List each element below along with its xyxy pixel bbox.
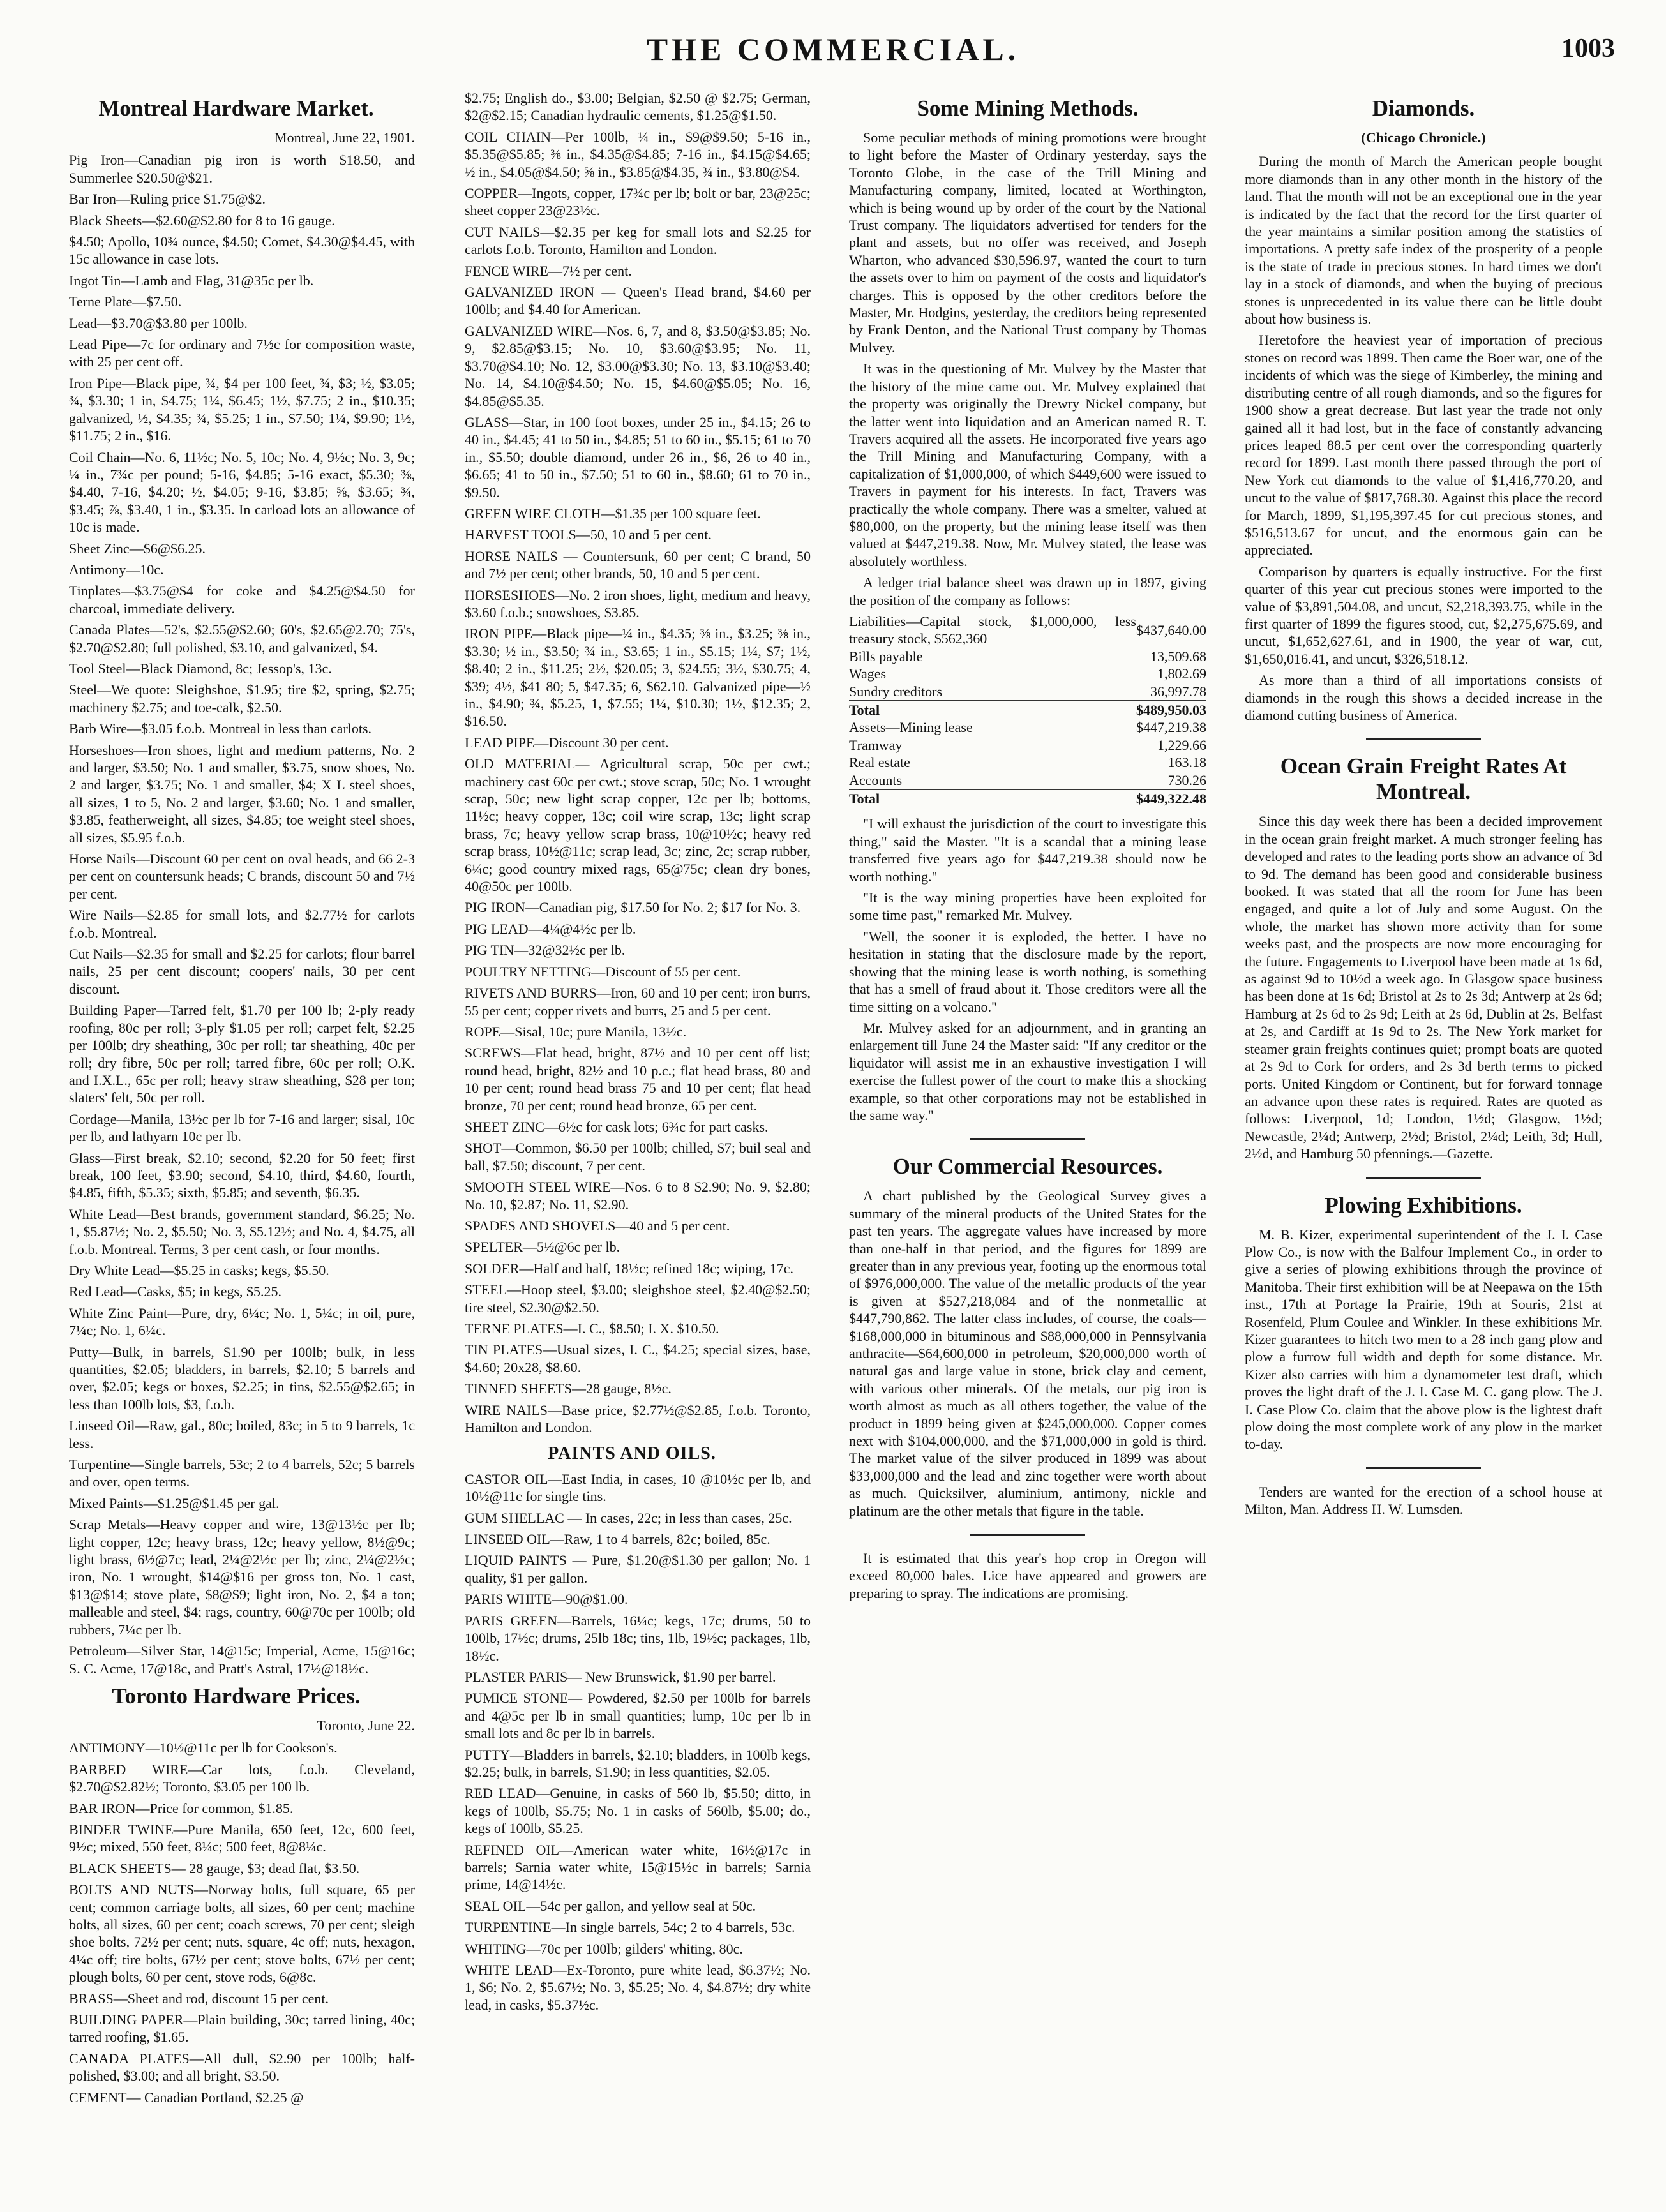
paragraph: SHOT—Common, $6.50 per 100lb; chilled, $7; buil seal and ball, $7.50; discount, 7 per cent. (465, 1140, 811, 1174)
ledger-label: Tramway (849, 736, 903, 753)
ledger-row (849, 719, 1206, 736)
paragraph: POULTRY NETTING—Discount of 55 per cent. (465, 963, 741, 980)
paragraph: REFINED OIL—American water white, 16½@17c in barrels; Sarnia water white, 15@15½c in barrels; Sarnia prime, 14@14½c. (465, 1841, 811, 1893)
paragraph: HORSESHOES—No. 2 iron shoes, light, medium and heavy, $3.60 f.o.b.; snowshoes, $3.85. (465, 587, 811, 620)
mining-article-body-continued (849, 815, 1206, 1124)
paragraph: "Well, the sooner it is exploded, the better. I have no hesitation in stating that the disclosure made by the report, showing that the mining lease is worth nothing, is something that has a smell of fraud about it. Those creditors were all the time sitting on a volcano." (849, 928, 1206, 1015)
paragraph: COIL CHAIN—Per 100lb, ¼ in., $9@$9.50; 5-16 in., $5.35@$5.85; ⅜ in., $4.35@$4.85; 7-16 in., $4.15@$4.65; ½ in., $4.05@$4.50; ⅝ in., $3.85@$4.35, ¾ in., $3.80@$4. (465, 128, 811, 180)
paragraph: TIN PLATES—Usual sizes, I. C., $4.25; special sizes, base, $4.60; 20x28, $8.60. (465, 1341, 811, 1375)
paragraph: Cut Nails—$2.35 for small and $2.25 for carlots; flour barrel nails, 25 per cent discount; coopers' nails, 30 per cent discount. (69, 946, 415, 997)
article-heading-montreal-hardware: Montreal Hardware Market. (98, 96, 374, 121)
paragraph: Since this day week there has been a decided improvement in the ocean grain freight market. A much stronger feeling has developed and rates to the leading ports show an advance of 3d to 9d. The demand has been good and considerable business booked. It was stated that all the room for June has been engaged, and quite a lot of July and some August. On the whole, the market has shown more activity than for some weeks past, and the prospects are now more encouraging for the future. Engagements to Liverpool have been made at 1s 6d, as against 9d to 10½d a week ago. In Glasgow space business has been done at 1s 6d; Bristol at 2s to 2s 3d; Antwerp at 2s 6d; Hamburg at 2s 6d to 2s 9d; Leith at 2s 6d, Dublin at 2s, Belfast at 2s, and Cardiff at 1s 9d to 2s. The New York market for steamer grain freights continues quiet; prompt boats are quoted at 2s 9d to Cork for orders, and 2s 3d berth terms to picked ports. United Kingdom or Continent, but for forward tonnage an advance upon these rates is required. Rates are quoted as follows: Liverpool, 1d; London, 1½d; Glasgow, 1½d; Newcastle, 2¼d; Antwerp, 2½d; Bristol, 2¼d; Leith, 3d; Hull, 2½d, and Hamburg 50 pfennings.—Gazette. (1245, 813, 1602, 1162)
freight-article-body (1245, 812, 1602, 1162)
paragraph: It is estimated that this year's hop crop in Oregon will exceed 80,000 bales. Lice have appeared and growers are preparing to spray. The indications are promising. (849, 1550, 1206, 1601)
paragraph: It was in the questioning of Mr. Mulvey by the Master that the history of the mine came out. Mr. Mulvey explained that the property was originally the Drewry Nickel company, but the latter went into liquidation and an American named R. T. Travers acquired all the assets. He incorporated five years ago the Trill Mining and Manufacturing Company, with a capitalization of $1,000,000, of which $449,600 were issued to Travers in payment for his interests. In fact, Travers was practically the whole company. There was a smelter, valued at $80,000, on the property, but the mining lease itself was then valued at $447,219.38. Now, Mr. Mulvey stated, the lease was absolutely worthless. (849, 361, 1206, 569)
ledger-value: 1,229.66 (1157, 736, 1206, 753)
ledger-total-label: Total (849, 701, 1136, 719)
paragraph: Building Paper—Tarred felt, $1.70 per 100 lb; 2-ply ready roofing, 80c per roll; 3-ply $1.05 per roll; carpet felt, $2.25 per 100lb; dry sheathing, 30c per roll; tar sheathing, 40c per roll; dry fibre, 50c per roll; tarred fibre, 60c per roll; O.K. and I.X.L., 65c per roll; heavy straw sheathing, $28 per ton; slaters' felt, 50c per roll. (69, 1002, 415, 1106)
paragraph: Pig Iron—Canadian pig iron is worth $18.50, and Summerlee $20.50@$21. (69, 152, 415, 186)
paragraph: A ledger trial balance sheet was drawn up in 1897, giving the position of the company as follows: (849, 574, 1206, 608)
paints-oils-list (453, 1470, 811, 2014)
paragraph: BINDER TWINE—Pure Manila, 650 feet, 12c, 600 feet, 9½c; mixed, 550 feet, 8¼c; 500 feet, 8@8¼c. (69, 1821, 415, 1855)
ledger-row (849, 754, 1206, 771)
paragraph: A chart published by the Geological Survey gives a summary of the mineral products of the United States for the past ten years. The aggregate values have increased by more than one-half in that period, and the figures for 1899 are greater than in any previous year, footing up the enormous total of $976,000,000. The value of the metallic products of the year is given at $527,218,084 and of the nonmetallic at $447,790,862. The latter class includes, of course, the coals—$168,000,000 in bituminous and $88,000,000 in Pennsylvania anthracite—$64,600,000 in petroleum, $20,000,000 worth of natural gas and large value in stone, brick clay and cement, with various other minerals. Of the metals, our pig iron is worth almost as much as all others together, the value of the product in 1899 being given at $245,000,000. Copper comes next with $104,000,000, and the $71,000,000 in gold is third. The market value of the silver produced in 1899 was about $33,000,000 and the lead and zinc together were worth about as much. Quicksilver, aluminium, antimony, nickle and platinum are the other metals that figure in the table. (849, 1188, 1206, 1519)
section-heading-paints-oils: PAINTS AND OILS. (548, 1444, 716, 1464)
ledger-value: 36,997.78 (1150, 683, 1206, 699)
paragraph: Lead—$3.70@$3.80 per 100lb. (69, 315, 248, 331)
masthead (0, 31, 1666, 82)
paragraph: Comparison by quarters is equally instructive. For the first quarter of this year cut precious stones were imported to the value of $3,891,504.08, and uncut, $2,218,393.75, while in the first quarter of 1899 the figures stood, cut, $2,275,675.69, and uncut, $1,652,627.61, and in 1900, the year of war, cut, $1,650,016.41, and uncut, $326,518.12. (1245, 563, 1602, 667)
paragraph: LEAD PIPE—Discount 30 per cent. (465, 734, 669, 751)
paragraph: BLACK SHEETS— 28 gauge, $3; dead flat, $3.50. (69, 1860, 360, 1876)
paragraph: Turpentine—Single barrels, 53c; 2 to 4 barrels, 52c; 5 barrels and over, open terms. (69, 1456, 415, 1490)
paragraph: Horseshoes—Iron shoes, light and medium patterns, No. 2 and larger, $3.50; No. 1 and smaller, $3.75, snow shoes, No. 2 and larger, $3.75; No. 1 and smaller, $4; X L steel shoes, all sizes, 1 to 5, No. 2 and larger, $3.60; No. 1 and smaller, $3.85, featherweight, all sizes, $4.85; toe weight steel shoes, all sizes, $5.95 f.o.b. (69, 742, 415, 846)
paragraph: Coil Chain—No. 6, 11½c; No. 5, 10c; No. 4, 9½c; No. 3, 9c; ¼ in., 7¾c per pound; 5-16, $4.85; 5-16 exact, $5.30; ⅜, $4.40, 7-16, $4.20; ½, $4.05; 9-16, $3.85; ⅝, $3.65; ¾, $3.45; ⅞, $3.40, 1 in., $3.35. In carload lots an allowance of 10c is made. (69, 449, 415, 535)
ledger-row (849, 772, 1206, 789)
paragraph: Tool Steel—Black Diamond, 8c; Jessop's, 13c. (69, 660, 332, 676)
paragraph: IRON PIPE—Black pipe—¼ in., $4.35; ⅜ in., $3.25; ⅜ in., $3.30; ½ in., $3.50; ¾ in., $3.65; 1 in., $5.15; 1¼, $7; 1½, $8.40; 2 in., $11.25; 2½, $20.05; 3, $24.55; 3½, $30.75; 4, $39; 4½, $41 80; 5, $47.35; 6, $62.10. Galvanized pipe—½ in., $4.90; ¾, $5.25, 1, $7.55; 1¼, $10.30; 1½, $12.35; 2, $16.50. (465, 625, 811, 729)
page-number: 1003 (1561, 34, 1615, 63)
paragraph: CUT NAILS—$2.35 per keg for small lots and $2.25 for carlots f.o.b. Toronto, Hamilton and London. (465, 223, 811, 258)
paragraph: HORSE NAILS — Countersunk, 60 per cent; C brand, 50 and 7½ per cent; other brands, 50, 10 and 5 per cent. (465, 548, 811, 582)
paragraph: LINSEED OIL—Raw, 1 to 4 barrels, 82c; boiled, 85c. (465, 1531, 770, 1548)
paragraph: Mr. Mulvey asked for an adjournment, and in granting an enlargement till June 24 the Master said: "If any creditor or the liquidator will assist me in an exhaustive investigation I will exercise the fullest power of the court to make this a shocking example, so that other corporations may not be established in the same way." (849, 1019, 1206, 1123)
paragraph: OLD MATERIAL— Agricultural scrap, 50c per cwt.; machinery cast 60c per cwt.; stove scrap, 50c; No. 1 wrought scrap, 50c; new light scrap copper, 12c per lb; bottoms, 11½c; heavy copper, 13c; coil wire scrap, 13c; light scrap brass, 7c; heavy yellow scrap brass, 10@10½c; heavy red scrap brass, 10½@11c; scrap lead, 3c; zinc, 2c; scrap rubber, 6¼c; good country mixed rags, 65@75c; clean dry bones, 40@50c per 100lb. (465, 756, 811, 895)
paragraph: ROPE—Sisal, 10c; pure Manila, 13½c. (465, 1023, 687, 1040)
paragraph: BAR IRON—Price for common, $1.85. (69, 1800, 294, 1816)
divider (1366, 738, 1481, 740)
paragraph: CEMENT— Canadian Portland, $2.25 @ (69, 2089, 304, 2105)
paragraph: STEEL—Hoop steel, $3.00; sleighshoe steel, $2.40@$2.50; tire steel, $2.30@$2.50. (465, 1282, 811, 1315)
ledger-label: Accounts (849, 772, 903, 788)
paragraph: BRASS—Sheet and rod, discount 15 per cent. (69, 1990, 329, 2006)
paragraph: SMOOTH STEEL WIRE—Nos. 6 to 8 $2.90; No. 9, $2.80; No. 10, $2.87; No. 11, $2.90. (465, 1179, 811, 1213)
ledger-assets (849, 719, 1206, 789)
paragraph: Wire Nails—$2.85 for small lots, and $2.77½ for carlots f.o.b. Montreal. (69, 907, 415, 941)
paragraph: WHITING—70c per 100lb; gilders' whiting, 80c. (465, 1940, 743, 1957)
paragraph: $4.50; Apollo, 10¾ ounce, $4.50; Comet, $4.30@$4.45, with 15c allowance in case lots. (69, 234, 415, 267)
paragraph: GALVANIZED IRON — Queen's Head brand, $4.60 per 100lb; and $4.40 for American. (465, 284, 811, 318)
paragraph: BARBED WIRE—Car lots, f.o.b. Cleveland, $2.70@$2.82½; Toronto, $3.05 per 100 lb. (69, 1761, 415, 1795)
paragraph: PIG TIN—32@32½c per lb. (465, 942, 626, 959)
column-3 (849, 89, 1206, 2189)
paragraph: GLASS—Star, in 100 foot boxes, under 25 in., $4.15; 26 to 40 in., $4.45; 41 to 50 in., $4.85; 51 to 60 in., $5.15; 61 to 70 in., $5.50; double diamond, under 26 in., $6, 26 to 40 in., $6.65; 41 to 50 in., $7.50; 51 to 60 in., $8.60; 61 to 70 in., $9.50. (465, 414, 811, 500)
column-1 (57, 89, 415, 2189)
paragraph: Ingot Tin—Lamb and Flag, 31@35c per lb. (69, 272, 314, 288)
paragraph: SHEET ZINC—6½c for cask lots; 6¾c for part casks. (465, 1118, 769, 1135)
ledger-total-row (849, 701, 1206, 719)
paragraph: Lead Pipe—7c for ordinary and 7½c for composition waste, with 25 per cent off. (69, 336, 415, 370)
paragraph: White Lead—Best brands, government standard, $6.25; No. 1, $5.87½; No. 2, $5.50; No. 3, $5.12½; and No. 4, $4.75, all f.o.b. Montreal. Terms, 3 per cent cash, or four months. (69, 1206, 415, 1257)
toronto-price-list (57, 1739, 415, 2106)
paragraph: GREEN WIRE CLOTH—$1.35 per 100 square feet. (465, 505, 761, 521)
paragraph: FENCE WIRE—7½ per cent. (465, 262, 632, 279)
paragraph: SCREWS—Flat head, bright, 87½ and 10 per cent off list; round head, bright, 82½ and 10 p.c.; flat head brass, 80 and 10 per cent; round head brass 75 and 10 per cent; flat head bronze, 70 per cent; round head bronze, 65 per cent. (465, 1045, 811, 1114)
toronto-price-list-continued (453, 89, 811, 1436)
paragraph: Horse Nails—Discount 60 per cent on oval heads, and 66 2-3 per cent on countersunk heads; C brands, discount 50 and 7½ per cent. (69, 851, 415, 902)
ledger-value: $447,219.38 (1136, 719, 1206, 736)
paragraph: ANTIMONY—10½@11c per lb for Cookson's. (69, 1740, 338, 1756)
paragraph: Black Sheets—$2.60@$2.80 for 8 to 16 gauge. (69, 212, 335, 228)
paragraph: White Zinc Paint—Pure, dry, 6¼c; No. 1, 5¼c; in oil, pure, 7¼c; No. 1, 6¼c. (69, 1304, 415, 1339)
paragraph: Antimony—10c. (69, 561, 164, 578)
column-4 (1245, 89, 1602, 2189)
ledger-label: Wages (849, 666, 887, 682)
montreal-price-list (57, 151, 415, 1677)
paragraph: TERNE PLATES—I. C., $8.50; I. X. $10.50. (465, 1320, 719, 1336)
paragraph: PARIS GREEN—Barrels, 16¼c; kegs, 17c; drums, 50 to 100lb, 17½c; drums, 25lb 18c; tins, 1lb, 19½c; packages, 1lb, 18½c. (465, 1612, 811, 1664)
paragraph: "I will exhaust the jurisdiction of the court to investigate this thing," said the Master. "It is a scandal that a mining lease transferred five years ago for $447,219.38 should now be worth nothing." (849, 816, 1206, 885)
paragraph: Heretofore the heaviest year of importation of precious stones on record was 1899. Then came the Boer war, one of the incidents of which was the siege of Kimberley, the mining and distributing centre of all rough diamonds, and so the figures for 1900 show a great decrease. But last year the trade not only gained all it had lost, but in the face of constantly advancing prices leaped 88.5 per cent over the corresponding quarterly record for 1899. Last month there passed through the port of New York cut diamonds to the value of $1,416,770.20, and uncut to the value of $817,768.30. Against this place the record for March, 1899, $1,195,397.45 for cut precious stones, and $516,513.67 for uncut, and the enormous gain can be appreciated. (1245, 332, 1602, 558)
paragraph: TURPENTINE—In single barrels, 54c; 2 to 4 barrels, 53c. (465, 1919, 795, 1936)
paragraph: Cordage—Manila, 13½c per lb for 7-16 and larger; sisal, 10c per lb, and lathyarn 10c per lb. (69, 1110, 415, 1145)
diamonds-article-body (1245, 153, 1602, 724)
ledger-value: 1,802.69 (1157, 666, 1206, 682)
ledger-total-value: $489,950.03 (1136, 702, 1206, 718)
paragraph: GUM SHELLAC — In cases, 22c; in less than cases, 25c. (465, 1509, 792, 1526)
paragraph: BOLTS AND NUTS—Norway bolts, full square, 65 per cent; common carriage bolts, all sizes, 60 per cent; machine bolts, all sizes, 60 per cent; coach screws, 70 per cent; sleigh shoe bolts, 72½ per cent; nuts, square, 4c off; nuts, hexagon, 4¼c off; tire bolts, 67½ per cent; stove bolts, 67½ per cent; plough bolts, 60 per cent, stove rods, 6@8c. (69, 1881, 415, 1985)
paragraph: $2.75; English do., $3.00; Belgian, $2.50 @ $2.75; German, $2@$2.15; Canadian hydraulic cements, $1.25@$1.50. (465, 90, 811, 124)
paragraph: Bar Iron—Ruling price $1.75@$2. (69, 191, 266, 207)
article-heading-freight-rates: Ocean Grain Freight Rates At Montreal. (1280, 754, 1567, 805)
article-heading-mining-methods: Some Mining Methods. (917, 96, 1139, 121)
ledger-label: Sundry creditors (849, 683, 943, 699)
tenders-note (1245, 1483, 1602, 1518)
paragraph: Iron Pipe—Black pipe, ¾, $4 per 100 feet, ¾, $3; ½, $3.05; ¾, $3.30; 1 in, $4.75; 1¼, $6.45; 1½, $7.75; 2 in., $10.35; galvanized, ½, $4.35; ¾, $5.25; 1 in., $7.50; 1¼, $9.90; 1½, $11.75; 2 in., $16. (69, 375, 415, 444)
ledger-row (849, 648, 1206, 665)
paragraph: WIRE NAILS—Base price, $2.77½@$2.85, f.o.b. Toronto, Hamilton and London. (465, 1401, 811, 1436)
paragraph: Terne Plate—$7.50. (69, 294, 182, 310)
ledger-label: Bills payable (849, 648, 923, 664)
ledger-value: 730.26 (1167, 772, 1206, 788)
ledger-balance-table (849, 613, 1206, 807)
ledger-label: Assets—Mining lease (849, 719, 973, 736)
article-heading-plowing: Plowing Exhibitions. (1325, 1192, 1522, 1218)
paragraph: BUILDING PAPER—Plain building, 30c; tarred lining, 40c; tarred roofing, $1.65. (69, 2012, 415, 2045)
plowing-article-body (1245, 1226, 1602, 1453)
paragraph: Barb Wire—$3.05 f.o.b. Montreal in less than carlots. (69, 721, 372, 737)
ledger-row (849, 613, 1206, 648)
ledger-value: $437,640.00 (1136, 622, 1206, 638)
paragraph: Red Lead—Casks, $5; in kegs, $5.25. (69, 1283, 282, 1300)
paragraph: "It is the way mining properties have been exploited for some time past," remarked Mr. Mulvey. (849, 890, 1206, 923)
ledger-value: 13,509.68 (1150, 648, 1206, 664)
paragraph: Mixed Paints—$1.25@$1.45 per gal. (69, 1495, 280, 1511)
paragraph: COPPER—Ingots, copper, 17¾c per lb; bolt or bar, 23@25c; sheet copper 23@23½c. (465, 185, 811, 219)
paragraph: SPADES AND SHOVELS—40 and 5 per cent. (465, 1217, 730, 1234)
ledger-total-value: $449,322.48 (1136, 791, 1206, 807)
paragraph: PLASTER PARIS— New Brunswick, $1.90 per barrel. (465, 1668, 776, 1685)
divider (970, 1534, 1085, 1536)
article-heading-diamonds: Diamonds. (1372, 96, 1475, 121)
ledger-liabilities (849, 613, 1206, 701)
divider (1366, 1467, 1481, 1469)
ledger-total-row (849, 789, 1206, 807)
paragraph: PIG LEAD—4¼@4½c per lb. (465, 920, 636, 937)
ledger-label: Real estate (849, 754, 910, 771)
dateline: Toronto, June 22. (317, 1717, 415, 1733)
paragraph: Dry White Lead—$5.25 in casks; kegs, $5.50. (69, 1262, 329, 1278)
paragraph: Canada Plates—52's, $2.55@$2.60; 60's, $2.65@2.70; 75's, $2.70@$2.80; full polished, $3.10, and galvanized, $4. (69, 622, 415, 655)
paragraph: Sheet Zinc—$6@$6.25. (69, 540, 206, 557)
divider (970, 1138, 1085, 1140)
paragraph: Linseed Oil—Raw, gal., 80c; boiled, 83c; in 5 to 9 barrels, 1c less. (69, 1417, 415, 1451)
paragraph: GALVANIZED WIRE—Nos. 6, 7, and 8, $3.50@$3.85; No. 9, $2.85@$3.15; No. 10, $3.60@$3.95; No. 11, $3.70@$4.10; No. 12, $3.00@$3.30; No. 13, $3.10@$3.40; No. 14, $4.10@$4.50; No. 15, $4.60@$5.05; No. 16, $4.85@$5.35. (465, 322, 811, 409)
paragraph: TINNED SHEETS—28 gauge, 8½c. (465, 1380, 672, 1397)
paragraph: Scrap Metals—Heavy copper and wire, 13@13½c per lb; light copper, 12c; heavy brass, 12c; heavy yellow, 8½@9c; light brass, 6½@7c; lead, 2¼@2½c per lb; zinc, 2¼@2½c; iron, No. 1 wrought, $14@$16 per gross ton, No. 1 cast, $13@$14; stove plate, $8@$9; light iron, No. 2, $4 a ton; malleable and steel, $4; rags, country, 60@70c per 100lb; old rubbers, 7¼c per lb. (69, 1516, 415, 1638)
paragraph: Putty—Bulk, in barrels, $1.90 per 100lb; bulk, in less quantities, $2.05; bladders, in barrels, $2.10; 5 barrels and over, $2.05; kegs or boxes, $2.25; in tins, $2.55@$2.65; in less than 100lb lots, $3, f.o.b. (69, 1343, 415, 1412)
paragraph: RIVETS AND BURRS—Iron, 60 and 10 per cent; iron burrs, 55 per cent; copper rivets and burrs, 25 and 5 per cent. (465, 985, 811, 1019)
ledger-value: 163.18 (1167, 754, 1206, 771)
paragraph: Some peculiar methods of mining promotions were brought to light before the Master of Ordinary yesterday, says the Toronto Globe, in the case of the Trill Mining and Manufacturing company, limited, located at Worthington, which is being wound up by order of the court by the National Trust company. The liquidators advertised for tenders for the plant and assets, but no offer was received, and Joseph Wharton, who advanced $30,596.97, wanted the court to turn the assets over to him on payment of the costs and liquidator's charges. This is opposed by the other creditors before the Master, Mr. Hodgins, yesterday, the creditors being represented by Frank Denton, and the National Trust company by Thomas Mulvey. (849, 130, 1206, 355)
ledger-total-label: Total (849, 789, 1136, 807)
paragraph: Petroleum—Silver Star, 14@15c; Imperial, Acme, 15@16c; S. C. Acme, 17@18c, and Pratt's Astral, 17½@18½c. (69, 1643, 415, 1677)
ledger-row (849, 683, 1206, 701)
paragraph: RED LEAD—Genuine, in casks of 560 lb, $5.50; ditto, in kegs of 100lb, $5.75; No. 1 in casks of 560lb, $5.00; do., kegs of 100lb, $5.25. (465, 1785, 811, 1837)
divider (1366, 1177, 1481, 1179)
paragraph: Tenders are wanted for the erection of a school house at Milton, Man. Address H. W. Lumsden. (1245, 1483, 1602, 1518)
paragraph: HARVEST TOOLS—50, 10 and 5 per cent. (465, 527, 712, 543)
paragraph: SEAL OIL—54c per gallon, and yellow seal at 50c. (465, 1897, 756, 1914)
paragraph: PARIS WHITE—90@$1.00. (465, 1591, 628, 1608)
paragraph: PUTTY—Bladders in barrels, $2.10; bladders, in 100lb kegs, $2.25; bulk, in barrels, $1.90; in less quantities, $2.05. (465, 1746, 811, 1780)
paragraph: CASTOR OIL—East India, in cases, 10 @10½c per lb, and 10½@11c for single tins. (465, 1470, 811, 1505)
paragraph: LIQUID PAINTS — Pure, $1.20@$1.30 per gallon; No. 1 quality, $1 per gallon. (465, 1552, 811, 1586)
article-source: (Chicago Chronicle.) (1361, 130, 1486, 146)
ledger-row (849, 736, 1206, 754)
paragraph: PIG IRON—Canadian pig, $17.50 for No. 2; $17 for No. 3. (465, 899, 801, 916)
paragraph: WHITE LEAD—Ex-Toronto, pure white lead, $6.37½; No. 1, $6; No. 2, $5.67½; No. 3, $5.25; No. 4, $4.87½; dry white lead, in casks, $5.37½c. (465, 1962, 811, 2013)
paragraph: SPELTER—5½@6c per lb. (465, 1239, 620, 1255)
paragraph: As more than a third of all importations consists of diamonds in the rough this shows a decided increase in the diamond cutting business of America. (1245, 672, 1602, 723)
paragraph: Tinplates—$3.75@$4 for coke and $4.25@$4.50 for charcoal, immediate delivery. (69, 583, 415, 617)
article-heading-commercial-resources: Our Commercial Resources. (892, 1154, 1163, 1179)
article-heading-toronto-hardware: Toronto Hardware Prices. (112, 1683, 361, 1708)
column-2 (453, 89, 811, 2189)
ledger-label: Liabilities—Capital stock, $1,000,000, less treasury stock, $562,360 (849, 613, 1136, 647)
paragraph: SOLDER—Half and half, 18½c; refined 18c; wiping, 17c. (465, 1260, 794, 1276)
dateline: Montreal, June 22, 1901. (274, 130, 415, 146)
ledger-row (849, 665, 1206, 682)
newspaper-title: THE COMMERCIAL. (646, 31, 1020, 67)
paragraph: During the month of March the American people bought more diamonds than in any other month in the history of the land. That the month will not be an exceptional one in the year is indicated by the fact that the record for the first quarter of the year maintains a similar position among the statistics of importations. A pretty safe index of the prosperity of a people is the state of trade in precious stones. In hard times we don't lay in a stock of diamonds, and when the buying of precious stones is unprecedented in its value there can be little doubt about how business is. (1245, 153, 1602, 327)
paragraph: Glass—First break, $2.10; second, $2.20 for 50 feet; first break, 100 feet, $3.90; second, $4.10, third, $4.60, fourth, $4.85, fifth, $5.35; sixth, $5.85; and seventh, $6.35. (69, 1149, 415, 1201)
resources-article-body (849, 1187, 1206, 1520)
mining-article-body (849, 129, 1206, 609)
paragraph: M. B. Kizer, experimental superintendent of the J. I. Case Plow Co., is now with the Balfour Implement Co., in order to give a series of plowing exhibitions through the province of Manitoba. Their first exhibition will be at Neepawa on the 15th inst., 17th at Portage la Prairie, 19th at Souris, 21st at Rosenfeld, Plum Coulee and Winkler. In these exhibitions Mr. Kizer guarantees to hitch two men to a 28 inch gang plow and plow a furrow full width and depth for some distance. Mr. Kizer also carries with him a dynamometer test draft, which proves the light draft of the J. I. Case M. C. gang plow. The J. I. Case Plow Co. claim that the above plow is the lightest draft plow doing the most complete work of any plow in the market to-day. (1245, 1226, 1602, 1453)
paragraph: Steel—We quote: Sleighshoe, $1.95; tire $2, spring, $2.75; machinery $2.75; and toe-calk, $2.50. (69, 682, 415, 715)
paragraph: CANADA PLATES—All dull, $2.90 per 100lb; half-polished, $3.00; and all bright, $3.50. (69, 2050, 415, 2084)
hop-crop-note (849, 1550, 1206, 1602)
paragraph: PUMICE STONE— Powdered, $2.50 per 100lb for barrels and 4@5c per lb in small quantities; lump, 10c per lb in small lots and 8c per lb in barrels. (465, 1690, 811, 1742)
